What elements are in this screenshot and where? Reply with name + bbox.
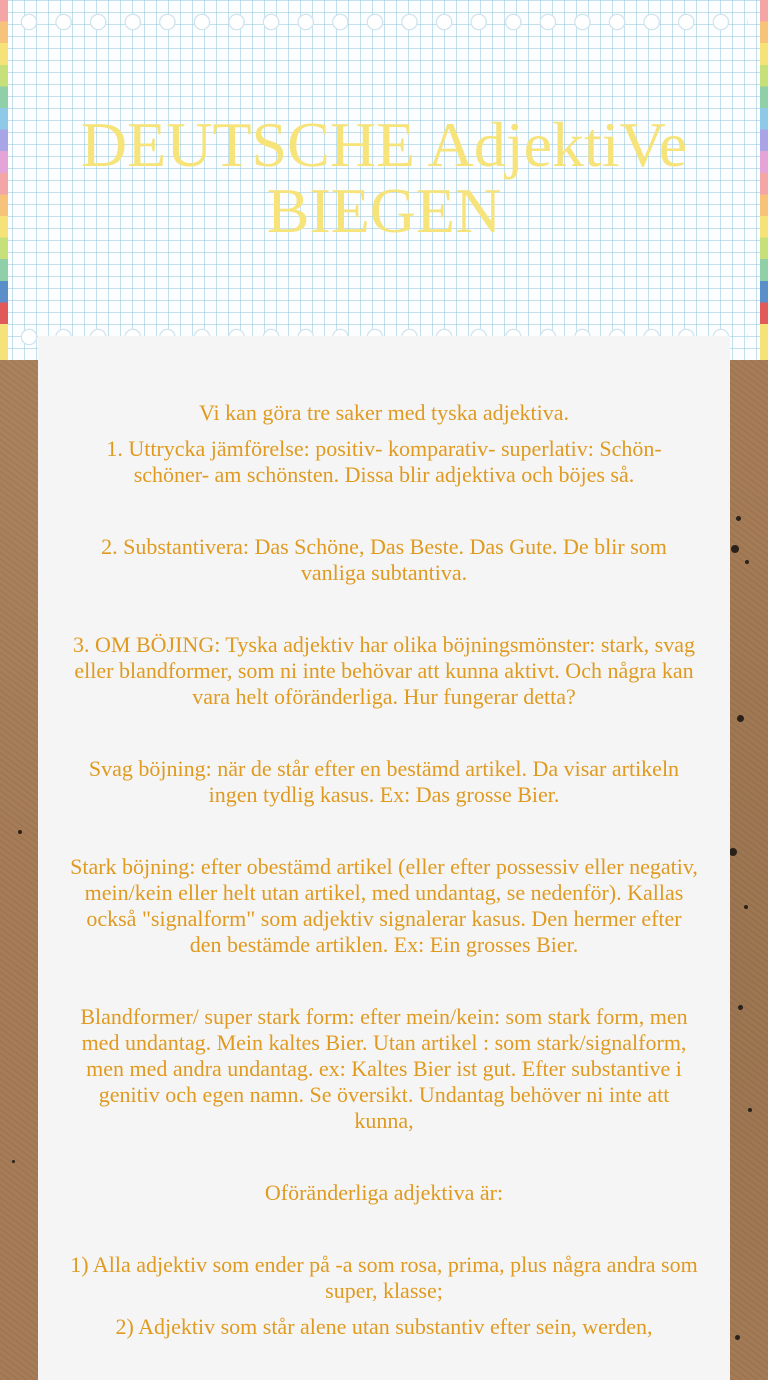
- spacer: [68, 426, 700, 436]
- spacer: [68, 710, 700, 756]
- speck: [12, 1160, 15, 1163]
- mixed-inflection-text: Blandformer/ super stark form: efter mein/kein: som stark form, men med undantag. Mein kaltes Bier. Utan artikel : som stark/signalform, men med andra undantag. ex: Kaltes Bier ist gut. Efter substantive i genitiv och egen namn. Se översikt. Undantag behöver ni inte att kunna,: [80, 1004, 688, 1133]
- speck: [738, 1005, 743, 1010]
- spacer: [68, 1206, 700, 1252]
- spacer: [68, 958, 700, 1004]
- strong-inflection-text: Stark böjning: efter obestämd artikel (eller efter possessiv eller negativ, mein/kein eller helt utan artikel, med undantag, se nedenför). Kallas också "signalform" som adjektiv signalerar kasus. Den hermer efter den bestämde artiklen. Ex: Ein grosses Bier.: [70, 854, 698, 957]
- invariable-heading: Oföränderliga adjektiva är:: [264, 1180, 504, 1205]
- point-1-comparison: 1. Uttrycka jämförelse: positiv- komparativ- superlativ: Schön- schöner- am schönsten. Dissa blir adjektiva och böjes så.: [106, 436, 662, 487]
- spacer: [68, 808, 700, 854]
- rainbow-edge-right: [760, 0, 768, 360]
- intro-text: Vi kan göra tre saker med tyska adjektiva.: [198, 400, 570, 425]
- speck: [736, 516, 741, 521]
- speck: [745, 560, 749, 564]
- spacer: [68, 586, 700, 632]
- speck: [731, 545, 739, 553]
- page-title: DEUTSCHE AdjektiVe BIEGEN: [80, 109, 688, 246]
- speck: [735, 1335, 740, 1340]
- point-2-substantivize: 2. Substantivera: Das Schöne, Das Beste. Das Gute. De blir som vanliga subtantiva.: [101, 534, 667, 585]
- speck: [729, 848, 737, 856]
- notebook-header-banner: [0, 0, 768, 360]
- invariable-item-1: 1) Alla adjektiv som ender på -a som rosa, prima, plus några andra som super, klasse;: [70, 1252, 698, 1303]
- speck: [748, 1108, 752, 1112]
- speck: [744, 905, 748, 909]
- content-card: [38, 336, 730, 1380]
- spacer: [68, 488, 700, 534]
- speck: [18, 830, 22, 834]
- punch-holes-top: [20, 13, 748, 31]
- spacer: [68, 1134, 700, 1180]
- spacer: [68, 1304, 700, 1314]
- weak-inflection-text: Svag böjning: när de står efter en bestämd artikel. Da visar artikeln ingen tydlig kasus. Ex: Das grosse Bier.: [88, 756, 680, 807]
- point-3-inflection: 3. OM BÖJING: Tyska adjektiv har olika böjningsmönster: stark, svag eller blandformer, som ni inte behövar att kunna aktivt. Och några kan vara helt oföränderliga. Hur fungerar detta?: [73, 632, 695, 709]
- speck: [737, 715, 744, 722]
- rainbow-edge-left: [0, 0, 8, 360]
- invariable-item-2: 2) Adjektiv som står alene utan substantiv efter sein, werden,: [115, 1314, 653, 1339]
